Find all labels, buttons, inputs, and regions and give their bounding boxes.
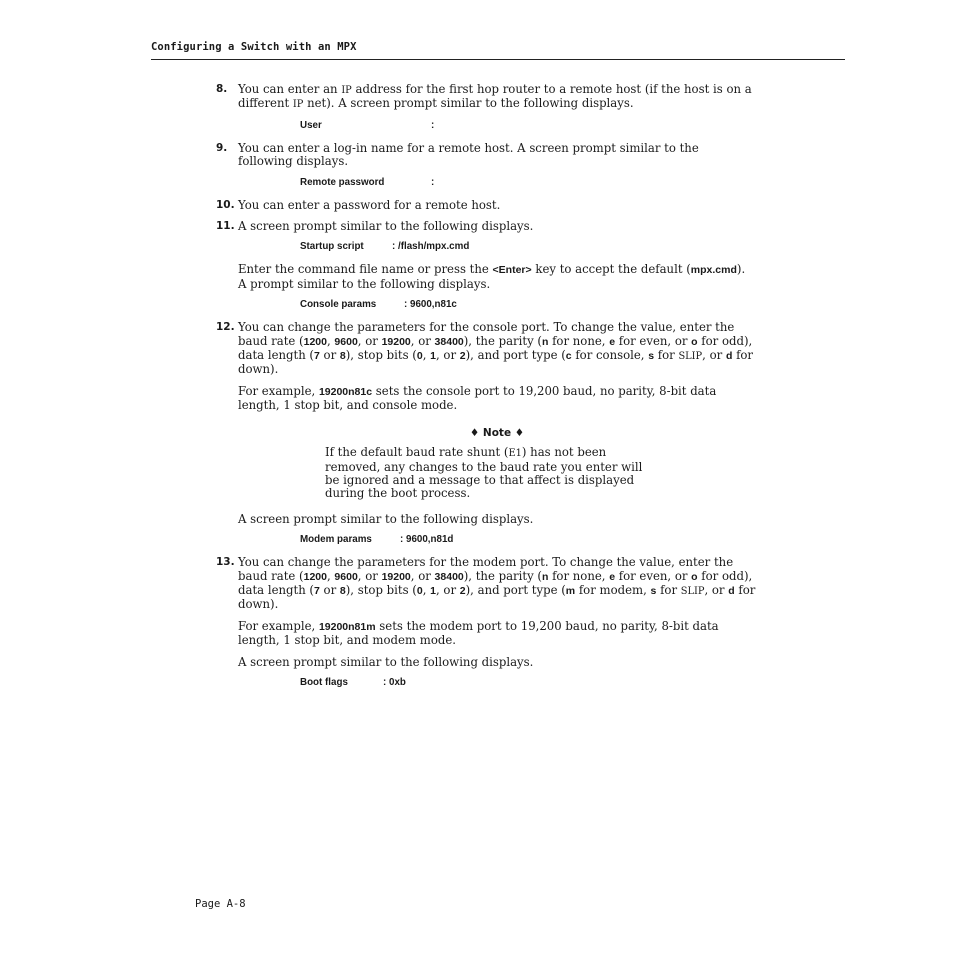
header-rule	[151, 59, 845, 60]
prompt-label: Console params	[300, 299, 377, 311]
step-11	[216, 220, 756, 311]
step-12	[216, 321, 756, 546]
step-text: A screen prompt similar to the following displays.	[238, 511, 534, 526]
screen-prompt	[300, 299, 756, 311]
prompt-label: Modem params	[300, 534, 372, 546]
step-9	[216, 142, 756, 189]
prompt-label: Startup script	[300, 241, 364, 253]
step-number: 10.	[216, 198, 235, 211]
step-text: You can enter a password for a remote host.	[238, 197, 501, 212]
prompt-value: : 9600,n81d	[400, 534, 454, 546]
step-number: 9.	[216, 141, 228, 154]
screen-prompt	[300, 120, 756, 132]
main-content	[216, 83, 756, 699]
note-title: ♦ Note ♦	[469, 426, 525, 439]
step-text: You can enter a log-in name for a remote host. A screen prompt similar to the following displays.	[238, 140, 699, 169]
page-number: Page A-8	[195, 898, 246, 910]
step-text: You can enter an IP address for the first hop router to a remote host (if the host is on a different IP net). A screen prompt similar to the following displays.	[238, 82, 752, 111]
note-text: If the default baud rate shunt (E1) has not been removed, any changes to the baud rate you enter will be ignored and a message to that affect is displayed during the boot process.	[325, 445, 643, 501]
step-text: For example, 19200n81m sets the modem port to 19,200 baud, no parity, 8-bit data length, 1 stop bit, and modem mode.	[238, 618, 719, 648]
screen-prompt	[300, 677, 756, 689]
prompt-label: User	[300, 119, 322, 131]
step-number: 8.	[216, 83, 228, 95]
step-number: 11.	[216, 220, 235, 233]
note-box	[238, 427, 756, 501]
step-text: You can change the parameters for the modem port. To change the value, enter the baud rate (1200, 9600, or 19200, or 38400), the parity (n for none, e for even, or o for odd), data length (7 or 8), stop bits (0, 1, or 2), and port type (m for modem, s for SLIP, or d for down).	[238, 555, 756, 612]
prompt-label: Boot flags	[300, 676, 348, 688]
screen-prompt	[300, 177, 756, 189]
prompt-value: : 0xb	[383, 676, 406, 688]
step-text: You can change the parameters for the console port. To change the value, enter the baud rate (1200, 9600, or 19200, or 38400), the parity (n for none, e for even, or o for odd), data length (7 or 8), stop bits (0, 1, or 2), and port type (c for console, s for SLIP, or d for down).	[238, 320, 754, 377]
step-text: A screen prompt similar to the following displays.	[238, 219, 534, 234]
prompt-label: Remote password	[300, 176, 385, 188]
step-text: For example, 19200n81c sets the console port to 19,200 baud, no parity, 8-bit data length, 1 stop bit, and console mode.	[238, 383, 717, 413]
screen-prompt	[300, 534, 756, 546]
step-text: Enter the command file name or press the <Enter> key to accept the default (mpx.cmd). A prompt similar to the following displays.	[238, 262, 746, 291]
prompt-value: : 9600,n81c	[404, 299, 457, 311]
step-number: 13.	[216, 556, 235, 569]
step-10	[216, 199, 756, 212]
step-8	[216, 83, 756, 132]
prompt-value: :	[431, 176, 435, 188]
prompt-value: : /flash/mpx.cmd	[392, 241, 470, 253]
header-title: Configuring a Switch with an MPX	[151, 41, 357, 53]
step-13	[216, 556, 756, 689]
step-number: 12.	[216, 321, 235, 334]
prompt-value: :	[431, 119, 435, 131]
step-text: A screen prompt similar to the following displays.	[238, 654, 534, 669]
screen-prompt	[300, 241, 756, 253]
